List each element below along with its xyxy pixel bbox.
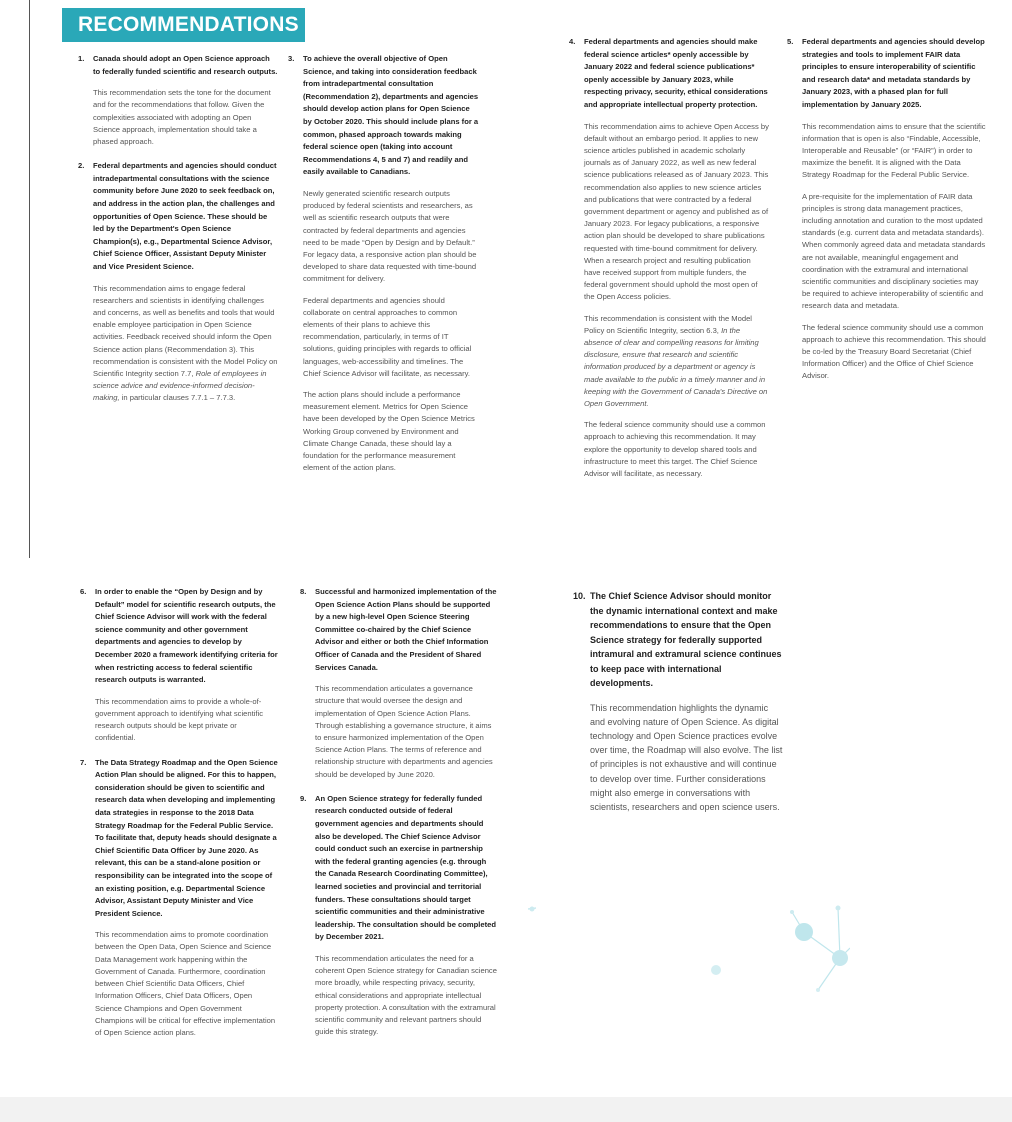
recommendation-4 [569, 36, 769, 480]
recommendations-banner: RECOMMENDATIONS [62, 8, 305, 42]
column-3-bottom [573, 589, 783, 814]
rec-heading: An Open Science strategy for federally funded research conducted outside of federal government agencies and departments should also be developed. The Chief Science Advisor could conduct such an exercise in partnership with the federal granting agencies (e.g. through the Canada Research Coordinating Committee), learned societies and provincial and territorial funders. These consultations should target scientific communities and their administrative leadership. The consultation should be completed by December 2021. [315, 793, 497, 942]
rec-paragraph: This recommendation aims to promote coordination between the Open Data, Open Science and Science Data Management work happening within the Government of Canada. Furthermore, coordination between Chief Scientific Data Officers, Chief Information Officers, Chief Data Officers, Open Science Champions and Open Government Champions will be critical for effective implementation of Open Science action plans. [95, 930, 276, 1037]
recommendation-3 [288, 53, 480, 474]
recommendation-2 [78, 160, 278, 404]
rec-paragraph: A pre-requisite for the implementation of FAIR data principles is strong data management practices, including annotation and curation to the most updated standards (e.g. current data and metadata standards). When commonly agreed data and metadata standards are not available, meaningful engagement and coordination with the extramural and international scientific communities and disciplinary societies may be required to achieve interoperability of scientific and research data and metadata. [802, 191, 986, 311]
recommendation-5 [787, 36, 987, 383]
recommendation-6 [80, 586, 278, 745]
rec-paragraph: This recommendation highlights the dynamic and evolving nature of Open Science. As digital technology and Open Science practices evolve over time, the Roadmap will also evolve. The list of principles is not exhaustive and will continue to develop over time. Further considerations might also emerge in conversations with scientists, researchers and open science users. [590, 702, 783, 812]
column-2-bottom [300, 586, 498, 1038]
rec-paragraph: This recommendation articulates the need for a coherent Open Science strategy for Canadian science more broadly, while respecting privacy, security, ethical considerations and appropriate intellectual property protection. A consultation with the extramural scientific community and relevant partners should guide this strategy. [315, 953, 497, 1037]
rec-number: 10. [573, 591, 586, 601]
rec-number: 7. [80, 757, 87, 767]
rec-heading: To achieve the overall objective of Open Science, and taking into consideration feedback from intradepartmental consultation (Recommendation 2), departments and agencies should develop action plans for Open Science by October 2020. This should include plans for a common, phased approach towards making federal science open (taking into account Recommendations 4, 5 and 7) and readily and easily available to Canadians. [303, 54, 479, 177]
rec-paragraph: This recommendation aims to achieve Open Access by default without an embargo period. It applies to new science articles published in academic scholarly journals as of January 2022, as well as new federal science publications released as of January 2023. This recommendation also applies to new science articles and publications that were contracted by a federal government department or agency and published as of January 2023. For legacy publications, a responsive action plan should be developed to share publications requested with time-bound commitment for delivery. When a research project and resulting publication have received support from multiple funders, the federal government should uphold the most open of the Open Access policies. [584, 121, 769, 302]
rec-paragraph: This recommendation aims to engage federal researchers and scientists in identifying challenges and concerns, as well as benefits and tools that would enable employee participation in Open Science activities. Feedback received should inform the Open Science action plans (Recommendation 3). This recommendation is consistent with the Model Policy on Scientific Integrity section 7.7, Role of employees in science advice and evidence-informed decision-making, in particular clauses 7.7.1 – 7.7.3. [93, 283, 278, 403]
column-4-top [787, 36, 987, 383]
rec-number: 5. [787, 37, 794, 46]
rec-paragraph: The federal science community should use a common approach to achieve this recommendation. This should be co-led by the Treasury Board Secretariat (Chief Information Officer) and the Office of Chief Science Advisor. [802, 322, 986, 381]
recommendation-9 [300, 793, 498, 1039]
rec-heading: Federal departments and agencies should conduct intradepartmental consultations with the science community before June 2020 to seek feedback on, and address in the action plan, the challenges and opportunities of Open Science. These should be led by the Department's Open Science Champion(s), e.g., Departmental Science Advisor, Chief Science Officer, Assistant Deputy Minister and Vice President Science. [93, 161, 277, 271]
rec-heading: Federal departments and agencies should make federal science articles* openly accessible by January 2022 and federal science publications* openly accessible by January 2023, while respecting privacy, security, ethical considerations and appropriate intellectual property protection. [584, 37, 768, 109]
rec-number: 3. [288, 54, 295, 63]
rec-heading: The Chief Science Advisor should monitor the dynamic international context and make recommendations to ensure that the Open Science strategy for federally supported intramural and extramural science continues to keep pace with international developments. [590, 591, 782, 688]
rec-number: 6. [80, 587, 87, 596]
rec-heading: The Data Strategy Roadmap and the Open Science Action Plan should be aligned. For this to happen, consideration should be given to scientific and research data when developing and implementing data strategies in response to the 2018 Data Strategy Roadmap for the Federal Public Service. To facilitate that, deputy heads should designate a Chief Scientific Data Officer by June 2020. As relevant, this can be a stand-alone position or responsibility can be integrated into the scope of an existing position, e.g. Departmental Science Advisor, Assistant Deputy Minister and Vice President Science. [95, 757, 278, 918]
column-1-top [78, 53, 278, 405]
rec-number: 4. [569, 37, 576, 46]
rec-number: 9. [300, 793, 307, 803]
column-3-top [569, 36, 769, 480]
column-1-bottom [80, 586, 278, 1039]
rec-paragraph: The action plans should include a performance measurement element. Metrics for Open Science have been developed by the Open Science Metrics Working Group convened by Environment and Climate Change Canada, these should lay a foundation for the performance measurement element of the action plans. [303, 389, 475, 473]
rec-paragraph: Newly generated scientific research outputs produced by federal scientists and researchers, as well as scientific research outputs that were contracted by federal departments and agencies need to be made “Open by Design and by Default.” For legacy data, a responsive action plan should be developed to share data requested with time-bound commitment for delivery. [303, 188, 477, 284]
rec-paragraph: This recommendation articulates a governance structure that would oversee the design and implementation of Open Science Action Plans. Through establishing a governance structure, it aims to ensure harmonized implementation of the Open Science Action Plans. The terms of reference and relationship structure with departments and agencies should be developed by June 2020. [315, 684, 493, 779]
rec-paragraph: The federal science community should use a common approach to achieving this recommendation. It may explore the opportunity to develop shared tools and infrastructure to meet this target. The Chief Science Advisor will facilitate, as necessary. [584, 420, 766, 479]
column-2-top [288, 53, 480, 474]
rec-number: 2. [78, 161, 85, 171]
page-footer-strip [0, 1097, 1012, 1122]
rec-paragraph: This recommendation aims to ensure that the scientific information that is open is also “Findable, Accessible, Interoperable and Reusable” (or “FAIR”) in order to maximize the benefit. It is aligned with the Data Strategy Roadmap for the Federal Public Service. [802, 121, 986, 180]
rec-paragraph: This recommendation aims to provide a whole-of-government approach to identifying what scientific research outputs should be kept private or confidential. [95, 696, 264, 743]
rec-number: 1. [78, 54, 85, 63]
recommendation-1 [78, 53, 278, 148]
rec-heading: Federal departments and agencies should develop strategies and tools to implement FAIR data principles to ensure interoperability of scientific and research data* and metadata standards by January 2023, with a phased plan for full implementation by January 2025. [802, 37, 985, 109]
rec-paragraph: Federal departments and agencies should collaborate on central approaches to common elements of their plans to achieve this recommendation, particularly, in terms of IT solutions, guiding principles with regards to official languages, web-accessibility and timelines. The Chief Science Advisor will facilitate, as necessary. [303, 295, 472, 378]
recommendation-10 [573, 589, 783, 814]
rec-heading: Canada should adopt an Open Science approach to federally funded scientific and research outputs. [93, 54, 278, 76]
rec-citation: Role of employees in science advice and evidence-informed decision-making, [93, 368, 267, 403]
recommendation-8 [300, 586, 498, 781]
rec-heading: Successful and harmonized implementation of the Open Science Action Plans should be supported by a new high-level Open Science Steering Committee co-chaired by the Chief Science Advisor and either or both the Chief Information Officer of Canada and the President of Shared Services Canada. [315, 587, 497, 672]
rec-citation: In the absence of clear and compelling reasons for limiting disclosure, ensure that research and scientific information produced by a department or agency is made available to the public in a timely manner and in keeping with the Government of Canada's Directive on Open Government. [584, 325, 768, 409]
rec-paragraph: This recommendation is consistent with the Model Policy on Scientific Integrity, section 6.3, In the absence of clear and compelling reasons for limiting disclosure, ensure that research and scientific information produced by a department or agency is made available to the public in a timely manner and in keeping with the Government of Canada's Directive on Open Government. [584, 313, 768, 409]
rec-heading: In order to enable the “Open by Design and by Default” model for scientific research outputs, the Chief Science Advisor will work with the federal science community and other government departments and agencies to develop by December 2020 a framework identifying criteria for when restricting access to federal scientific research outputs is warranted. [95, 587, 278, 685]
rec-paragraph: This recommendation sets the tone for the document and for the recommendations that follow. Given the complexities associated with adopting an Open Science approach, implementation should take a phased approach. [93, 88, 271, 146]
recommendation-7 [80, 757, 278, 1040]
molecule-network-decoration [520, 890, 850, 1000]
rec-number: 8. [300, 587, 307, 596]
margin-rule [29, 0, 30, 558]
